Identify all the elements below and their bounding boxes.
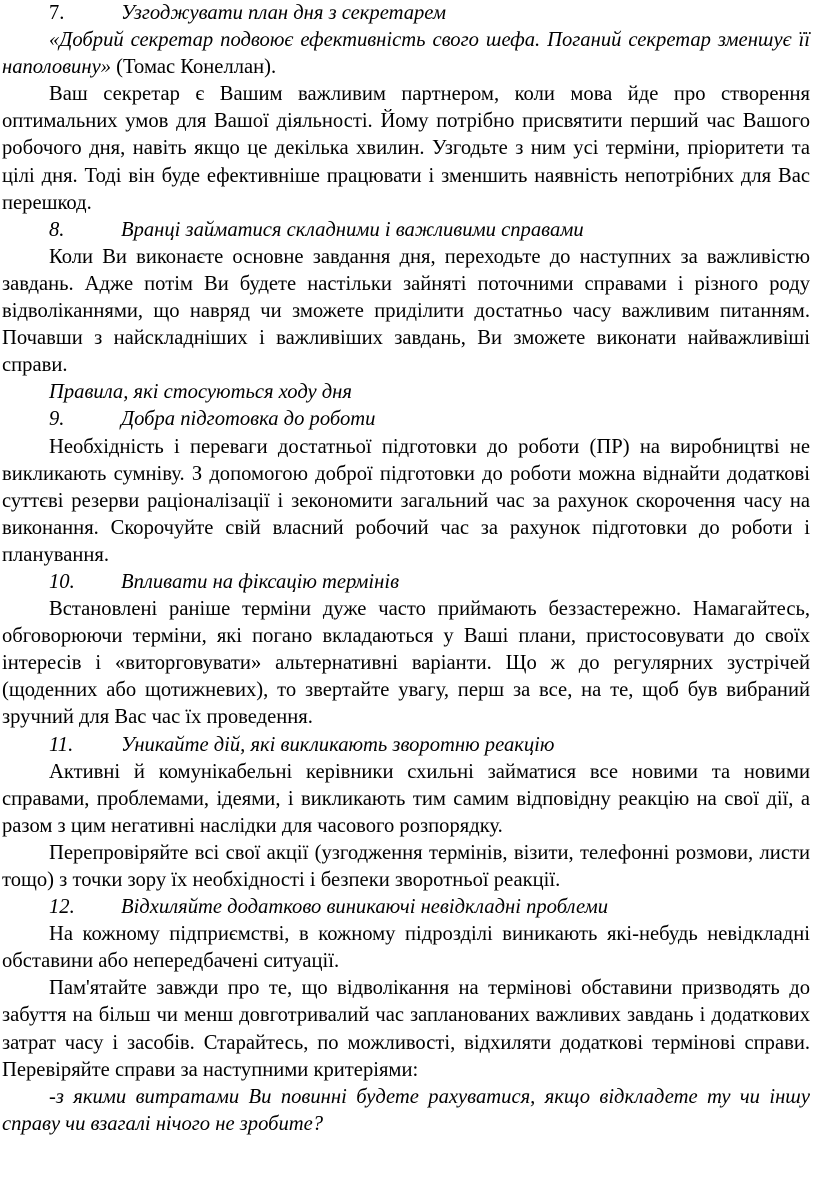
section-title: Впливати на фіксацію термінів — [121, 570, 400, 593]
epigraph-author: (Томас Конеллан). — [111, 56, 277, 79]
body-paragraph: Активні й комунікабельні керівники схильні займатися все новими та новими справами, проблемами, ідеями, і викликають тим самим відповідну реакцію на свої дії, а разом з цим негативні наслідки для часового розпорядку. — [2, 760, 810, 837]
section-heading-7 — [2, 0, 810, 27]
section-heading-12 — [2, 894, 810, 921]
section-title: Узгоджувати план дня з секретарем — [121, 2, 447, 24]
section-title: Відхиляйте додатково виникаючі невідкладні проблеми — [121, 896, 609, 919]
body-paragraph: Коли Ви виконаєте основне завдання дня, переходьте до наступних за важливістю завдань. Адже потім Ви будете настільки зайняті поточними справами і різного роду відволіканнями, що навряд чи зможете приділити достатньо часу важливим питанням. Почавши з найскладніших і важливіших завдань, Ви зможете виконати найважливіші справи. — [2, 245, 810, 377]
body-paragraph: Ваш секретар є Вашим важливим партнером, коли мова йде про створення оптимальних умов для Вашої діяльності. Йому потрібно присвятити перший час Вашого робочого дня, навіть якщо це декілька хвилин. Узгодьте з ним усі терміни, пріоритети та цілі дня. Тоді він буде ефективніше працювати і зменшить наявність непотрібних для Вас перешкод. — [2, 83, 810, 214]
section-number: 11. — [49, 733, 74, 756]
section-heading-8 — [2, 217, 810, 244]
section-number: 8. — [49, 218, 65, 241]
section-title: Добра підготовка до роботи — [121, 408, 376, 431]
body-paragraph: Необхідність і переваги достатньої підготовки до роботи (ПР) на виробництві не викликають сумніву. З допомогою доброї підготовки до роботи можна віднайти додаткові суттєві резерви раціоналізації і зекономити загальний час за рахунок скорочення часу на виконання. Скорочуйте свій власний робочий час за рахунок підготовки до роботи і планування. — [2, 435, 810, 566]
section-number: 7. — [49, 2, 65, 24]
section-number: 10. — [49, 570, 75, 593]
body-paragraph: Перепровіряйте всі свої акції (узгодження термінів, візити, телефонні розмови, листи тощо) з точки зору їх необхідності і безпеки зворотньої реакції. — [2, 841, 810, 891]
criteria-item: -з якими витратами Ви повинні будете рахуватися, якщо відкладете ту чи іншу справу чи взагалі нічого не зробите? — [2, 1085, 810, 1135]
subsection-title — [2, 379, 810, 406]
body-paragraph: Встановлені раніше терміни дуже часто приймають беззастережно. Намагайтесь, обговорюючи терміни, які погано вкладаються у Ваші плани, пристосовувати до своїх інтересів і «виторговувати» альтернативні варіанти. Що ж до регулярних зустрічей (щоденних або щотижневих), то звертайте увагу, перш за все, на те, щоб був вибраний зручний для Вас час їх проведення. — [2, 598, 810, 729]
body-paragraph: На кожному підприємстві, в кожному підрозділі виникають які-небудь невідкладні обставини або непередбачені ситуації. — [2, 923, 810, 973]
section-heading-10 — [2, 569, 810, 596]
subsection-title-text: Правила, які стосуються ходу дня — [49, 381, 352, 404]
section-number: 12. — [49, 896, 75, 919]
section-heading-11 — [2, 732, 810, 759]
epigraph — [2, 27, 810, 81]
epigraph-quote: «Добрий секретар подвоює ефективність свого шефа. Поганий секретар зменшує її наполовину» — [2, 29, 810, 79]
section-number: 9. — [49, 408, 65, 431]
section-title: Вранці займатися складними і важливими справами — [121, 218, 584, 241]
section-title: Уникайте дій, які викликають зворотню реакцію — [121, 733, 555, 756]
section-heading-9 — [2, 406, 810, 433]
body-paragraph: Пам'ятайте завжди про те, що відволікання на термінові обставини призводять до забуття на більш чи менш довготривалий час запланованих важливих завдань і додаткових затрат часу і засобів. Старайтесь, по можливості, відхиляти додаткові термінові справи. Перевіряйте справи за наступними критеріями: — [2, 977, 810, 1081]
